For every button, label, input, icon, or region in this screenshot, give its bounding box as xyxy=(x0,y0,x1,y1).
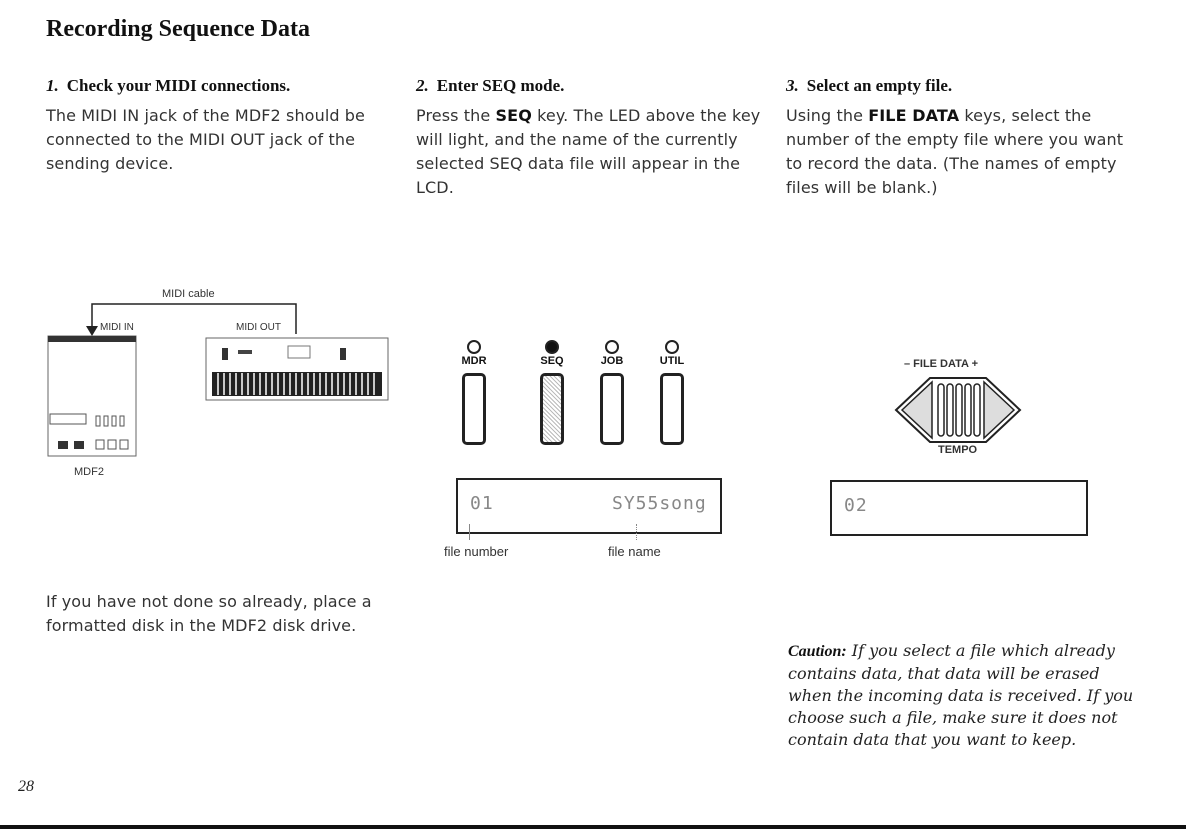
file-data-diagram xyxy=(820,350,1100,550)
step-3-heading xyxy=(786,76,952,96)
step-1-title: Check your MIDI connections. xyxy=(66,76,291,95)
step-2-heading xyxy=(416,76,564,96)
mdr-key-button xyxy=(462,373,486,445)
page-bottom-rule xyxy=(0,825,1186,829)
step-1-text: The MIDI IN jack of the MDF2 should be connected to the MIDI OUT jack of the sending device. xyxy=(46,106,366,173)
seq-key-group xyxy=(522,340,582,445)
job-key-button xyxy=(600,373,624,445)
lcd-empty-file-number: 02 xyxy=(844,495,868,516)
step-1-heading xyxy=(46,76,290,96)
synth-control xyxy=(340,348,346,360)
mdr-key-label: MDR xyxy=(461,355,487,367)
job-led-icon xyxy=(605,340,619,354)
file-number-leader-line xyxy=(469,524,470,540)
tempo-label: TEMPO xyxy=(938,444,978,456)
file-number-caption: file number xyxy=(444,544,509,559)
synth-white-keys xyxy=(218,373,374,395)
job-key-label: JOB xyxy=(600,355,624,367)
step-2-text-before: Press the xyxy=(416,106,496,125)
lcd-file-number: 01 xyxy=(470,493,494,514)
caution-text: If you select a file which already contains data, that data will be erased when the incoming data is received. If you choose such a file, make sure it does not contain data that you want to keep. xyxy=(788,641,1134,749)
midi-in-label: MIDI IN xyxy=(100,322,134,333)
midi-cable-label: MIDI cable xyxy=(162,288,215,300)
file-data-keys-illustration xyxy=(888,372,1028,448)
step-3-text-before: Using the xyxy=(786,106,869,125)
mdr-led-icon xyxy=(467,340,481,354)
step-1-number: 1. xyxy=(46,76,59,95)
midi-connection-diagram xyxy=(40,284,400,484)
seq-led-icon xyxy=(545,340,559,354)
mdf2-label: MDF2 xyxy=(74,466,104,478)
step-2-key-name: SEQ xyxy=(495,106,532,125)
file-name-caption: file name xyxy=(608,544,661,559)
file-data-label: – FILE DATA + xyxy=(904,358,979,370)
step-2-text-after: key. The LED above the key will light, and the name of the currently selected SEQ data file will appear in the LCD. xyxy=(416,106,761,197)
seq-key-label: SEQ xyxy=(540,355,564,367)
seq-key-button xyxy=(540,373,564,445)
util-key-group xyxy=(642,340,702,445)
step-3-number: 3. xyxy=(786,76,799,95)
mdf2-knob xyxy=(74,441,84,449)
step-3-title: Select an empty file. xyxy=(806,76,953,95)
page-title: Recording Sequence Data xyxy=(46,16,310,42)
synth-control xyxy=(222,348,228,360)
mdf2-top-strip xyxy=(48,336,136,342)
step-3-text xyxy=(786,104,1131,200)
step-2-title: Enter SEQ mode. xyxy=(436,76,565,95)
disk-note-text: If you have not done so already, place a formatted disk in the MDF2 disk drive. xyxy=(46,592,372,635)
mdr-key-group xyxy=(444,340,504,445)
arrow-down-icon xyxy=(86,326,98,336)
util-key-button xyxy=(660,373,684,445)
mdf2-knob xyxy=(58,441,68,449)
seq-mode-diagram xyxy=(440,330,740,570)
util-led-icon xyxy=(665,340,679,354)
midi-connection-illustration xyxy=(40,284,400,484)
lcd-file-name: SY55song xyxy=(612,493,707,514)
mdf2-device-outline xyxy=(48,336,136,456)
caution-label: Caution: xyxy=(788,643,847,660)
caution-note xyxy=(788,640,1134,751)
page-number: 28 xyxy=(18,778,34,795)
step-2-number: 2. xyxy=(416,76,429,95)
lcd-display-empty-file xyxy=(830,480,1088,536)
synth-control xyxy=(238,350,252,354)
step-3-text-after: keys, select the number of the empty file where you want to record the data. (The names of empty files will be blank.) xyxy=(786,106,1124,197)
midi-out-label: MIDI OUT xyxy=(236,322,281,333)
job-key-group xyxy=(582,340,642,445)
file-name-leader-line xyxy=(636,524,638,540)
lcd-display xyxy=(456,478,722,534)
step-3-key-name: FILE DATA xyxy=(868,106,960,125)
util-key-label: UTIL xyxy=(659,355,685,367)
step-2-text xyxy=(416,104,761,200)
